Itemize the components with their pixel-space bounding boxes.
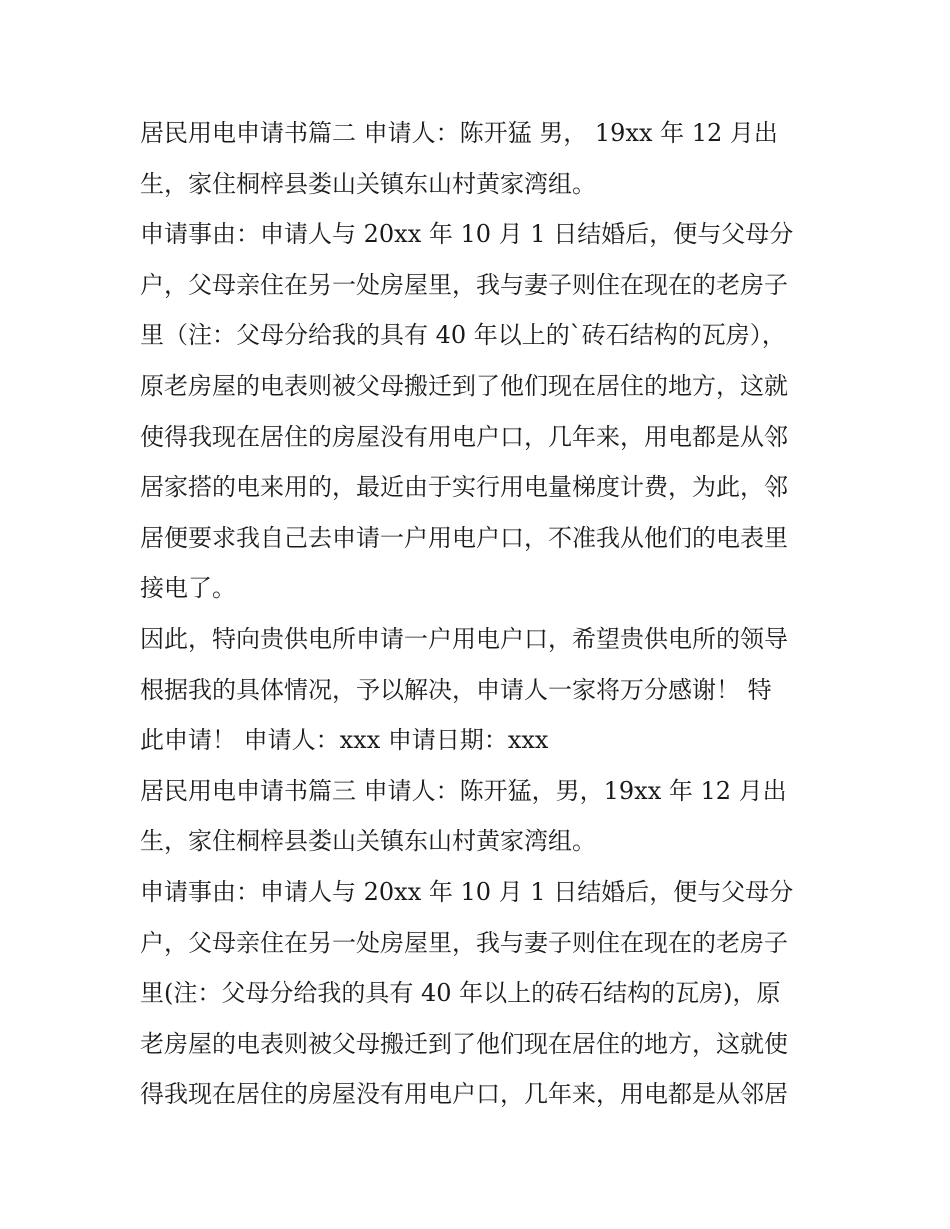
text-line: 申请事由：申请人与 20xx 年 10 月 1 日结婚后，便与父母分	[140, 877, 794, 906]
text-line: 居便要求我自己去申请一户用电户口，不准我从他们的电表里	[140, 523, 788, 552]
text-line: 里(注：父母分给我的具有 40 年以上的砖石结构的瓦房)，原	[140, 979, 781, 1008]
text-line: 居民用电申请书篇三 申请人：陈开猛，男，19xx 年 12 月出	[140, 776, 787, 805]
text-line: 居家搭的电来用的，最近由于实行用电量梯度计费，为此，邻	[140, 473, 788, 502]
text-line: 此申请！ 申请人：xxx 申请日期：xxx	[140, 726, 549, 755]
document-body	[140, 108, 820, 1120]
text-line: 生，家住桐梓县娄山关镇东山村黄家湾组。	[140, 827, 596, 856]
text-line: 里（注：父母分给我的具有 40 年以上的`砖石结构的瓦房），	[140, 321, 786, 350]
text-line: 因此，特向贵供电所申请一户用电户口，希望贵供电所的领导	[140, 624, 788, 653]
text-line: 户，父母亲住在另一处房屋里，我与妻子则住在现在的老房子	[140, 270, 788, 299]
text-line: 户，父母亲住在另一处房屋里，我与妻子则住在现在的老房子	[140, 928, 788, 957]
text-line: 老房屋的电表则被父母搬迁到了他们现在居住的地方，这就使	[140, 1029, 788, 1058]
text-line: 生，家住桐梓县娄山关镇东山村黄家湾组。	[140, 169, 596, 198]
text-line: 申请事由：申请人与 20xx 年 10 月 1 日结婚后，便与父母分	[140, 220, 794, 249]
text-line: 根据我的具体情况，予以解决，申请人一家将万分感谢！ 特	[140, 675, 772, 704]
text-line: 得我现在居住的房屋没有用电户口，几年来，用电都是从邻居	[140, 1080, 788, 1109]
text-line: 接电了。	[140, 574, 236, 603]
text-line: 居民用电申请书篇二 申请人：陈开猛 男， 19xx 年 12 月出	[140, 119, 778, 147]
text-line: 原老房屋的电表则被父母搬迁到了他们现在居住的地方，这就	[140, 371, 788, 400]
text-line: 使得我现在居住的房屋没有用电户口，几年来，用电都是从邻	[140, 422, 788, 451]
